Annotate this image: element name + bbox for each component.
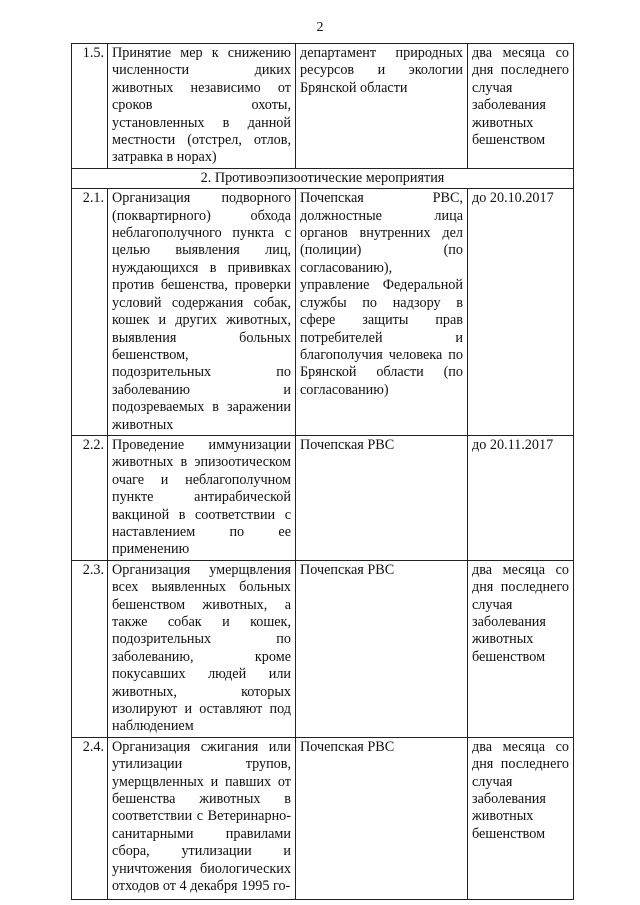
row-number: 2.4. — [72, 737, 108, 899]
section-title: 2. Противоэпизоотические мероприятия — [72, 168, 574, 188]
deadline-cell: два месяца со дня последнего случая заболевания животных бешенством — [468, 560, 574, 737]
deadline-cell: до 20.10.2017 — [468, 189, 574, 436]
page-number: 2 — [316, 20, 324, 35]
measure-cell: Организация умерщвления всех выявленных больных бешенством животных, а также собак и кошек, подозрительных по заболеванию, кроме покусавших людей или животных, которых изолируют и оставляют под наблюдением — [108, 560, 296, 737]
deadline-cell: до 20.11.2017 — [468, 435, 574, 560]
deadline-cell: два месяца со дня последнего случая заболевания животных бешенством — [468, 737, 574, 899]
table-row — [72, 737, 574, 899]
executor-cell: Почепская РВС, должностные лица органов внутренних дел (полиции) (по согласованию), управление Федеральной службы по надзору в сфере защиты прав потребителей и благополучия человека по Брянской области (по согласованию) — [296, 189, 468, 436]
measures-table — [71, 43, 574, 900]
executor-cell: Почепская РВС — [296, 737, 468, 899]
executor-cell: департамент природных ресурсов и экологии Брянской области — [296, 44, 468, 169]
row-number: 2.1. — [72, 189, 108, 436]
row-number: 1.5. — [72, 44, 108, 169]
measure-cell: Организация подворного (поквартирного) обхода неблагополучного пункта с целью выявления лиц, нуждающихся в прививках против бешенства, проверки условий содержания собак, кошек и других животных, выявления больных бешенством, подозрительных по заболеванию и подозреваемых в заражении животных — [108, 189, 296, 436]
section-row — [72, 168, 574, 188]
table-row — [72, 189, 574, 436]
table-row — [72, 560, 574, 737]
executor-cell: Почепская РВС — [296, 560, 468, 737]
measure-cell: Принятие мер к снижению численности диких животных независимо от сроков охоты, установленных в данной местности (отстрел, отлов, затравка в норах) — [108, 44, 296, 169]
deadline-cell: два месяца со дня последнего случая заболевания животных бешенством — [468, 44, 574, 169]
measure-cell: Проведение иммунизации животных в эпизоотическом очаге и неблагополучном пункте антирабической вакциной в соответствии с наставлением по ее применению — [108, 435, 296, 560]
table-row — [72, 44, 574, 169]
row-number: 2.2. — [72, 435, 108, 560]
executor-cell: Почепская РВС — [296, 435, 468, 560]
row-number: 2.3. — [72, 560, 108, 737]
table-row — [72, 435, 574, 560]
measure-cell: Организация сжигания или утилизации трупов, умерщвленных и павших от бешенства животных в соответствии с Ветеринарно-санитарными правилами сбора, утилизации и уничтожения биологических отходов от 4 декабря 1995 го- — [108, 737, 296, 899]
